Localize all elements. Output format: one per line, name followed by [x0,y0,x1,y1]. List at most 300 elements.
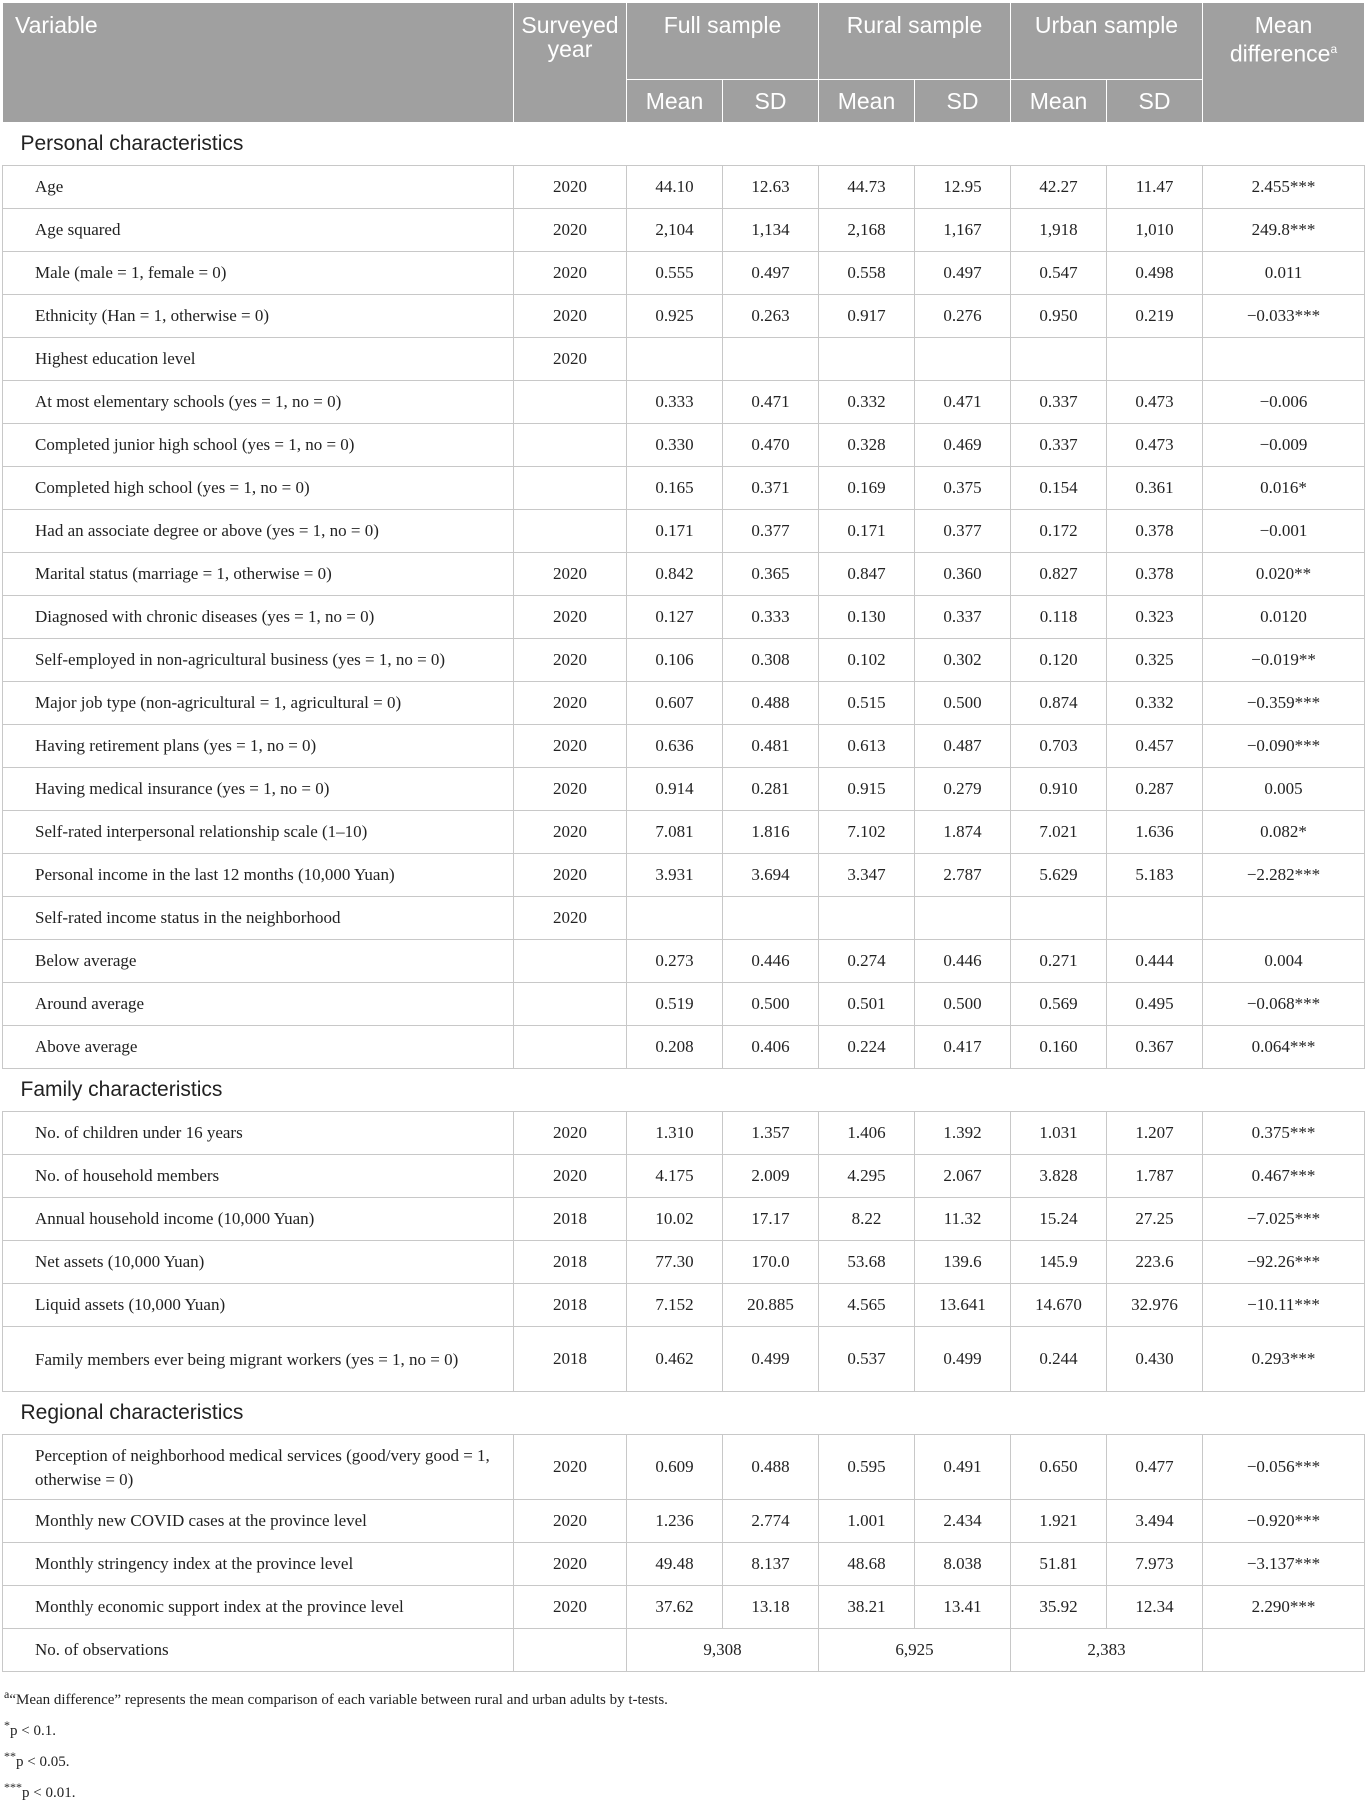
cell-diff: −0.056*** [1203,1435,1365,1500]
cell-year: 2020 [514,768,627,811]
header-urban-mean: Mean [1011,80,1107,123]
table-row [3,1241,1365,1284]
cell-full-sd: 8.137 [723,1543,819,1586]
footnote-mark: a [4,1687,10,1701]
cell-diff: −0.068*** [1203,983,1365,1026]
table-row [3,252,1365,295]
cell-rural-mean: 0.595 [819,1435,915,1500]
cell-urban-mean: 0.827 [1011,553,1107,596]
variable-label: Family members ever being migrant workers (yes = 1, no = 0) [3,1327,514,1392]
cell-rural-sd: 0.471 [915,381,1011,424]
cell-urban-mean [1011,338,1107,381]
cell-full-sd: 2.009 [723,1155,819,1198]
cell-rural-mean: 0.328 [819,424,915,467]
cell-urban-mean: 42.27 [1011,166,1107,209]
section-title: Regional characteristics [3,1392,1365,1435]
cell-rural-sd: 139.6 [915,1241,1011,1284]
cell-diff: 0.0120 [1203,596,1365,639]
cell-full-sd: 1,134 [723,209,819,252]
footnote [4,1744,1364,1775]
variable-label: Ethnicity (Han = 1, otherwise = 0) [3,295,514,338]
cell-full-mean: 1.310 [627,1112,723,1155]
observations-year-cell [514,1629,627,1672]
observations-label: No. of observations [3,1629,514,1672]
cell-full-sd [723,897,819,940]
cell-rural-sd: 0.302 [915,639,1011,682]
footnote-text: p < 0.01. [22,1785,76,1801]
cell-rural-sd: 0.375 [915,467,1011,510]
cell-full-mean: 0.462 [627,1327,723,1392]
cell-urban-sd [1107,897,1203,940]
cell-full-mean: 2,104 [627,209,723,252]
variable-label: Completed junior high school (yes = 1, no = 0) [3,424,514,467]
cell-rural-sd: 0.469 [915,424,1011,467]
cell-full-mean: 0.333 [627,381,723,424]
footnote-mark: *** [4,1780,22,1794]
cell-full-sd: 0.281 [723,768,819,811]
cell-full-mean: 0.925 [627,295,723,338]
cell-urban-mean: 15.24 [1011,1198,1107,1241]
cell-diff: −7.025*** [1203,1198,1365,1241]
cell-urban-mean: 3.828 [1011,1155,1107,1198]
cell-diff: 0.016* [1203,467,1365,510]
table-row [3,1284,1365,1327]
table-row [3,381,1365,424]
cell-full-sd: 0.371 [723,467,819,510]
cell-full-mean [627,338,723,381]
cell-rural-sd: 0.337 [915,596,1011,639]
cell-full-sd: 2.774 [723,1500,819,1543]
cell-rural-mean: 0.274 [819,940,915,983]
cell-year: 2020 [514,1112,627,1155]
observations-diff-cell [1203,1629,1365,1672]
cell-rural-mean: 0.171 [819,510,915,553]
cell-rural-sd: 0.360 [915,553,1011,596]
cell-rural-mean: 3.347 [819,854,915,897]
cell-rural-sd: 0.500 [915,682,1011,725]
cell-full-mean: 4.175 [627,1155,723,1198]
cell-full-mean: 0.555 [627,252,723,295]
cell-urban-mean: 1,918 [1011,209,1107,252]
cell-diff: 0.293*** [1203,1327,1365,1392]
cell-rural-sd: 0.446 [915,940,1011,983]
variable-label: Had an associate degree or above (yes = 1, no = 0) [3,510,514,553]
variable-label: Personal income in the last 12 months (10,000 Yuan) [3,854,514,897]
cell-urban-sd: 0.430 [1107,1327,1203,1392]
cell-year: 2020 [514,639,627,682]
table-row [3,338,1365,381]
cell-urban-mean: 5.629 [1011,854,1107,897]
cell-full-sd: 12.63 [723,166,819,209]
cell-urban-mean: 0.337 [1011,424,1107,467]
header-variable: Variable [3,3,514,123]
table-row [3,983,1365,1026]
cell-urban-mean: 51.81 [1011,1543,1107,1586]
table-row [3,467,1365,510]
cell-urban-mean: 0.650 [1011,1435,1107,1500]
cell-full-sd: 0.263 [723,295,819,338]
table-row [3,897,1365,940]
cell-year: 2018 [514,1284,627,1327]
cell-diff: 0.375*** [1203,1112,1365,1155]
cell-full-mean: 0.842 [627,553,723,596]
cell-rural-mean: 0.537 [819,1327,915,1392]
cell-rural-sd: 1.874 [915,811,1011,854]
cell-full-sd: 0.308 [723,639,819,682]
cell-year: 2020 [514,1586,627,1629]
cell-rural-sd: 0.417 [915,1026,1011,1069]
cell-year [514,940,627,983]
table-row [3,510,1365,553]
cell-urban-mean: 0.703 [1011,725,1107,768]
cell-full-mean: 77.30 [627,1241,723,1284]
cell-full-mean: 0.330 [627,424,723,467]
table-row [3,768,1365,811]
table-row [3,1543,1365,1586]
variable-label: Male (male = 1, female = 0) [3,252,514,295]
cell-rural-sd: 2.067 [915,1155,1011,1198]
cell-rural-sd: 13.41 [915,1586,1011,1629]
cell-year: 2020 [514,338,627,381]
cell-rural-sd: 1,167 [915,209,1011,252]
cell-urban-mean: 0.271 [1011,940,1107,983]
header-mean-difference-footnote-mark: a [1330,42,1338,56]
cell-rural-sd: 0.499 [915,1327,1011,1392]
variable-label: Self-rated income status in the neighborhood [3,897,514,940]
cell-rural-sd: 0.377 [915,510,1011,553]
cell-year: 2020 [514,166,627,209]
cell-urban-sd: 3.494 [1107,1500,1203,1543]
cell-rural-sd: 1.392 [915,1112,1011,1155]
variable-label: Diagnosed with chronic diseases (yes = 1, no = 0) [3,596,514,639]
cell-full-mean: 0.636 [627,725,723,768]
cell-urban-sd [1107,338,1203,381]
cell-diff: −0.920*** [1203,1500,1365,1543]
cell-rural-mean: 0.169 [819,467,915,510]
cell-urban-sd: 0.457 [1107,725,1203,768]
variable-label: Completed high school (yes = 1, no = 0) [3,467,514,510]
cell-diff: 2.290*** [1203,1586,1365,1629]
cell-year: 2020 [514,725,627,768]
cell-urban-mean: 14.670 [1011,1284,1107,1327]
table-row [3,1198,1365,1241]
cell-urban-sd: 0.378 [1107,553,1203,596]
cell-full-mean: 0.171 [627,510,723,553]
table-header [3,3,1365,123]
table-row [3,811,1365,854]
cell-diff: −0.009 [1203,424,1365,467]
cell-diff [1203,338,1365,381]
cell-rural-sd: 0.500 [915,983,1011,1026]
cell-rural-mean: 0.130 [819,596,915,639]
table-row [3,1155,1365,1198]
cell-diff: −0.033*** [1203,295,1365,338]
footnote-text: “Mean difference” represents the mean comparison of each variable between rural and urban adults by t-tests. [9,1692,668,1708]
section-row [3,1392,1365,1435]
cell-urban-sd: 1.207 [1107,1112,1203,1155]
table-row [3,682,1365,725]
cell-rural-mean: 0.558 [819,252,915,295]
cell-full-mean: 7.081 [627,811,723,854]
variable-label: No. of children under 16 years [3,1112,514,1155]
cell-full-sd: 0.499 [723,1327,819,1392]
cell-diff: 249.8*** [1203,209,1365,252]
table-row [3,209,1365,252]
cell-full-mean: 0.609 [627,1435,723,1500]
cell-urban-mean: 0.244 [1011,1327,1107,1392]
cell-urban-mean: 35.92 [1011,1586,1107,1629]
table-container [2,2,1364,1806]
cell-full-sd: 1.816 [723,811,819,854]
table-body [3,123,1365,1672]
cell-diff: −92.26*** [1203,1241,1365,1284]
cell-diff: −0.359*** [1203,682,1365,725]
cell-urban-mean: 0.874 [1011,682,1107,725]
cell-year: 2018 [514,1198,627,1241]
header-rural-sd: SD [915,80,1011,123]
cell-full-mean: 49.48 [627,1543,723,1586]
observations-row [3,1629,1365,1672]
cell-diff: −0.006 [1203,381,1365,424]
cell-rural-mean: 8.22 [819,1198,915,1241]
cell-diff: −0.001 [1203,510,1365,553]
cell-year: 2018 [514,1241,627,1284]
cell-full-sd: 0.488 [723,682,819,725]
cell-diff: 0.020** [1203,553,1365,596]
variable-label: Monthly new COVID cases at the province level [3,1500,514,1543]
table-row [3,1327,1365,1392]
cell-year: 2020 [514,295,627,338]
cell-urban-sd: 0.361 [1107,467,1203,510]
header-mean-difference [1203,3,1365,123]
table-row [3,1435,1365,1500]
header-full-sample: Full sample [627,3,819,80]
cell-urban-sd: 1.787 [1107,1155,1203,1198]
footnote [4,1775,1364,1806]
cell-urban-mean: 1.921 [1011,1500,1107,1543]
cell-urban-sd: 0.325 [1107,639,1203,682]
table-row [3,1500,1365,1543]
variable-label: Having medical insurance (yes = 1, no = 0) [3,768,514,811]
cell-urban-mean: 145.9 [1011,1241,1107,1284]
cell-full-sd: 0.406 [723,1026,819,1069]
cell-diff: 0.082* [1203,811,1365,854]
cell-full-sd: 0.471 [723,381,819,424]
cell-diff: −0.090*** [1203,725,1365,768]
cell-full-mean: 0.607 [627,682,723,725]
variable-label: Highest education level [3,338,514,381]
variable-label: Having retirement plans (yes = 1, no = 0) [3,725,514,768]
table-row [3,1026,1365,1069]
cell-urban-sd: 0.332 [1107,682,1203,725]
cell-rural-mean: 44.73 [819,166,915,209]
header-surveyed-year: Surveyed year [514,3,627,123]
cell-rural-sd [915,338,1011,381]
cell-rural-mean: 4.295 [819,1155,915,1198]
table-row [3,596,1365,639]
cell-rural-sd: 11.32 [915,1198,1011,1241]
observations-urban: 2,383 [1011,1629,1203,1672]
footnote-mark: ** [4,1749,16,1763]
cell-year [514,467,627,510]
cell-full-mean: 0.165 [627,467,723,510]
cell-year: 2020 [514,1435,627,1500]
cell-rural-mean: 0.847 [819,553,915,596]
cell-urban-mean: 1.031 [1011,1112,1107,1155]
cell-urban-sd: 32.976 [1107,1284,1203,1327]
cell-urban-sd: 27.25 [1107,1198,1203,1241]
cell-rural-sd: 2.434 [915,1500,1011,1543]
variable-label: Major job type (non-agricultural = 1, agricultural = 0) [3,682,514,725]
cell-urban-sd: 0.219 [1107,295,1203,338]
cell-rural-sd: 0.487 [915,725,1011,768]
cell-year: 2020 [514,252,627,295]
cell-urban-sd: 0.367 [1107,1026,1203,1069]
cell-year: 2018 [514,1327,627,1392]
variable-label: No. of household members [3,1155,514,1198]
cell-full-mean: 0.127 [627,596,723,639]
cell-diff [1203,897,1365,940]
cell-rural-sd: 8.038 [915,1543,1011,1586]
cell-year: 2020 [514,682,627,725]
cell-year: 2020 [514,596,627,639]
cell-rural-sd: 12.95 [915,166,1011,209]
cell-full-sd: 3.694 [723,854,819,897]
variable-label: Monthly economic support index at the province level [3,1586,514,1629]
cell-full-mean: 1.236 [627,1500,723,1543]
cell-diff: −0.019** [1203,639,1365,682]
section-title: Personal characteristics [3,123,1365,166]
cell-urban-sd: 11.47 [1107,166,1203,209]
cell-full-sd: 1.357 [723,1112,819,1155]
cell-urban-sd: 0.495 [1107,983,1203,1026]
header-mean-difference-label: Mean difference [1229,12,1331,67]
cell-urban-sd: 5.183 [1107,854,1203,897]
cell-rural-sd: 13.641 [915,1284,1011,1327]
cell-year: 2020 [514,811,627,854]
cell-year: 2020 [514,854,627,897]
observations-rural: 6,925 [819,1629,1011,1672]
table-row [3,725,1365,768]
variable-label: Self-employed in non-agricultural business (yes = 1, no = 0) [3,639,514,682]
cell-rural-sd: 2.787 [915,854,1011,897]
cell-full-sd: 0.333 [723,596,819,639]
cell-rural-mean: 38.21 [819,1586,915,1629]
cell-urban-mean: 0.547 [1011,252,1107,295]
cell-full-sd: 0.365 [723,553,819,596]
cell-full-sd: 0.481 [723,725,819,768]
cell-urban-mean: 0.950 [1011,295,1107,338]
variable-label: Above average [3,1026,514,1069]
cell-urban-sd: 0.473 [1107,381,1203,424]
table-row [3,553,1365,596]
cell-year: 2020 [514,897,627,940]
cell-rural-mean: 1.001 [819,1500,915,1543]
cell-rural-mean: 53.68 [819,1241,915,1284]
variable-label: Annual household income (10,000 Yuan) [3,1198,514,1241]
cell-urban-sd: 1.636 [1107,811,1203,854]
cell-rural-mean: 1.406 [819,1112,915,1155]
variable-label: Liquid assets (10,000 Yuan) [3,1284,514,1327]
cell-full-sd: 170.0 [723,1241,819,1284]
cell-rural-mean: 0.915 [819,768,915,811]
cell-diff: 0.064*** [1203,1026,1365,1069]
cell-rural-sd: 0.491 [915,1435,1011,1500]
cell-year [514,510,627,553]
cell-full-sd: 0.377 [723,510,819,553]
footnote-mark: * [4,1718,10,1732]
header-rural-sample: Rural sample [819,3,1011,80]
cell-rural-mean: 0.917 [819,295,915,338]
cell-full-sd: 0.446 [723,940,819,983]
cell-rural-mean: 0.501 [819,983,915,1026]
cell-rural-mean: 48.68 [819,1543,915,1586]
cell-rural-sd: 0.279 [915,768,1011,811]
header-urban-sample: Urban sample [1011,3,1203,80]
cell-full-mean: 0.519 [627,983,723,1026]
variable-label: Below average [3,940,514,983]
cell-urban-mean: 0.118 [1011,596,1107,639]
section-row [3,1069,1365,1112]
cell-full-mean: 0.914 [627,768,723,811]
variable-label: At most elementary schools (yes = 1, no = 0) [3,381,514,424]
cell-rural-mean [819,338,915,381]
table-row [3,1586,1365,1629]
table-row [3,166,1365,209]
footnote [4,1713,1364,1744]
cell-year: 2020 [514,1500,627,1543]
variable-label: Perception of neighborhood medical services (good/very good = 1, otherwise = 0) [3,1435,514,1500]
cell-rural-sd: 0.497 [915,252,1011,295]
variable-label: Age squared [3,209,514,252]
cell-rural-mean: 0.613 [819,725,915,768]
cell-full-mean [627,897,723,940]
footnote [4,1682,1364,1713]
header-urban-sd: SD [1107,80,1203,123]
cell-full-sd: 0.497 [723,252,819,295]
footnote-text: p < 0.05. [16,1754,70,1770]
cell-urban-sd: 0.378 [1107,510,1203,553]
cell-full-mean: 10.02 [627,1198,723,1241]
cell-full-mean: 3.931 [627,854,723,897]
cell-year: 2020 [514,209,627,252]
cell-full-mean: 7.152 [627,1284,723,1327]
cell-diff: −10.11*** [1203,1284,1365,1327]
cell-full-sd: 17.17 [723,1198,819,1241]
cell-year: 2020 [514,1543,627,1586]
cell-urban-sd: 12.34 [1107,1586,1203,1629]
cell-full-sd: 13.18 [723,1586,819,1629]
cell-urban-mean: 0.154 [1011,467,1107,510]
cell-year [514,1026,627,1069]
cell-full-mean: 44.10 [627,166,723,209]
cell-urban-sd: 0.323 [1107,596,1203,639]
variable-label: Marital status (marriage = 1, otherwise = 0) [3,553,514,596]
cell-year [514,381,627,424]
header-full-sd: SD [723,80,819,123]
cell-year [514,424,627,467]
table-row [3,295,1365,338]
header-full-mean: Mean [627,80,723,123]
cell-full-mean: 37.62 [627,1586,723,1629]
cell-rural-mean: 0.332 [819,381,915,424]
cell-urban-mean: 0.172 [1011,510,1107,553]
table-row [3,854,1365,897]
cell-full-sd: 0.488 [723,1435,819,1500]
cell-urban-sd: 7.973 [1107,1543,1203,1586]
cell-urban-sd: 1,010 [1107,209,1203,252]
summary-statistics-table [2,2,1365,1672]
